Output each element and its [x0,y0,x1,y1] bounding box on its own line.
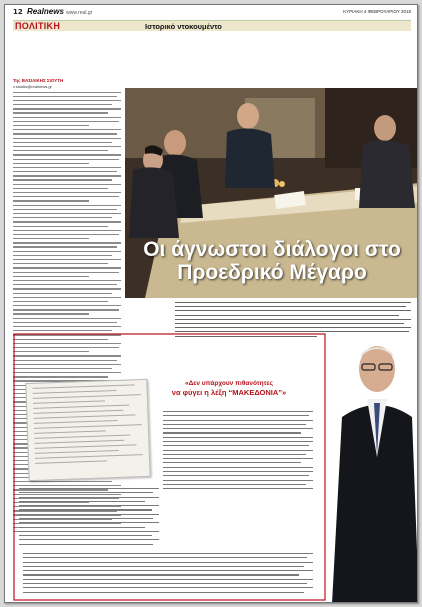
text-line [19,518,153,519]
text-line [13,272,119,273]
page-header [5,5,417,19]
text-line [13,108,121,109]
brand-logo [27,7,92,16]
text-line [13,226,108,227]
text-line [19,488,159,489]
text-line [13,100,121,101]
text-line [13,251,121,252]
text-line [13,146,121,147]
text-line [19,501,145,502]
text-line [175,302,411,303]
text-line [163,467,313,468]
text-line [19,522,159,523]
text-line [33,400,105,404]
text-line [175,327,411,328]
text-line [175,319,411,320]
text-line [13,242,121,243]
text-line [163,415,309,416]
text-line [13,125,89,126]
text-line [13,259,121,260]
text-line [13,255,112,256]
text-line [13,133,117,134]
text-line [163,450,313,451]
pull-quote-line2: να φύγει η λέξη “ΜΑΚΕΔΟΝΙΑ”» [171,388,287,397]
text-line [13,288,121,289]
text-line [163,428,313,429]
text-line [163,484,306,485]
section-name: ΠΟΛΙΤΙΚΗ [15,21,61,31]
text-line [13,238,89,239]
text-line [163,424,306,425]
text-line [13,163,89,164]
text-line [19,492,153,493]
text-line [13,179,112,180]
text-line [33,394,141,399]
text-line [35,460,107,464]
text-line [175,323,404,324]
text-line [19,527,145,528]
text-line [163,445,309,446]
text-line [13,297,121,298]
text-line [163,471,313,472]
text-line [13,92,121,93]
text-line [163,454,306,455]
text-line [13,192,121,193]
text-line [13,150,108,151]
text-line [13,313,89,314]
brand-url: www.real.gr [66,10,93,16]
text-line [13,184,121,185]
text-line [19,531,159,532]
portrait-illustration [332,337,418,603]
text-line [32,384,134,389]
text-line [163,475,309,476]
text-line [23,574,299,575]
text-line [163,420,313,421]
text-line [34,440,124,444]
text-line [163,411,313,412]
text-line [13,175,121,176]
pull-quote [163,380,295,397]
text-line [163,441,313,442]
text-line [163,437,313,438]
document-box [13,333,326,601]
text-line [13,167,121,168]
text-line [13,280,121,281]
text-line [13,322,117,323]
text-line [19,509,152,510]
text-line [13,305,121,306]
brand-name: Realnews [27,7,64,16]
section-bar [13,20,411,31]
text-line [13,154,121,155]
text-line [35,450,119,454]
text-line [34,420,118,424]
text-line [163,458,313,459]
main-headline: Οι άγνωστοι διάλογοι στο Προεδρικό Μέγαρο [143,238,401,284]
text-line [13,171,117,172]
pull-quote-line1: «Δεν υπάρχουν πιθανότητες [184,380,273,387]
newspaper-page [4,4,418,603]
text-line [23,583,307,584]
author-email: v.sioutis@realnews.gr [13,83,52,89]
text-line [13,234,119,235]
text-line [13,104,112,105]
page-number: 12 [13,8,23,16]
text-line [23,557,307,558]
text-line [163,480,313,481]
text-line [13,246,117,247]
text-line [23,566,304,567]
text-line [23,587,313,588]
text-line [33,390,117,394]
text-line [33,410,123,414]
text-line [13,117,121,118]
text-line [13,263,108,264]
text-line [23,553,313,554]
text-line [175,310,411,311]
text-line [13,196,119,197]
text-line [19,539,159,540]
text-line [23,562,313,563]
text-line [163,432,301,433]
text-line [13,112,108,113]
text-line [13,213,121,214]
text-line [13,276,89,277]
text-line [33,405,129,409]
text-line [19,505,159,506]
text-line [34,414,136,419]
text-line [35,454,143,459]
text-line [13,267,121,268]
text-line [13,301,108,302]
text-line [13,221,121,222]
text-line [13,318,121,319]
text-line [34,430,106,434]
text-line [13,230,121,231]
text-line [23,570,313,571]
text-line [13,129,121,130]
text-line [34,435,130,439]
text-line [13,200,89,201]
issue-date: ΚΥΡΙΑΚΗ 4 ΦΕΒΡΟΥΑΡΙΟΥ 2018 [343,9,411,14]
text-line [34,424,142,429]
text-line [13,326,121,327]
text-line [13,330,112,331]
text-line [19,544,153,545]
text-line [13,121,119,122]
text-line [35,444,137,449]
text-line [13,209,117,210]
text-line [19,514,159,515]
text-line [13,142,112,143]
text-line [19,535,152,536]
text-line [13,159,119,160]
text-line [163,462,301,463]
text-line [13,284,117,285]
text-line [13,293,112,294]
text-line [23,592,304,593]
text-line [163,488,313,489]
author-byline: Της ΒΑΣΙΛΙΚΗΣ ΣΙΟΥΤΗ [13,78,64,83]
text-line [13,188,108,189]
text-line [23,579,313,580]
document-scan-image [25,379,150,481]
text-line [13,138,121,139]
text-line [19,497,159,498]
text-line [13,96,117,97]
text-line [175,315,399,316]
text-line [13,309,119,310]
portrait-photo [332,337,418,603]
text-line [175,306,406,307]
text-line [13,217,112,218]
text-line [13,205,121,206]
section-subtitle: Ιστορικό ντοκουμέντο [145,22,222,31]
main-photo [125,88,418,298]
